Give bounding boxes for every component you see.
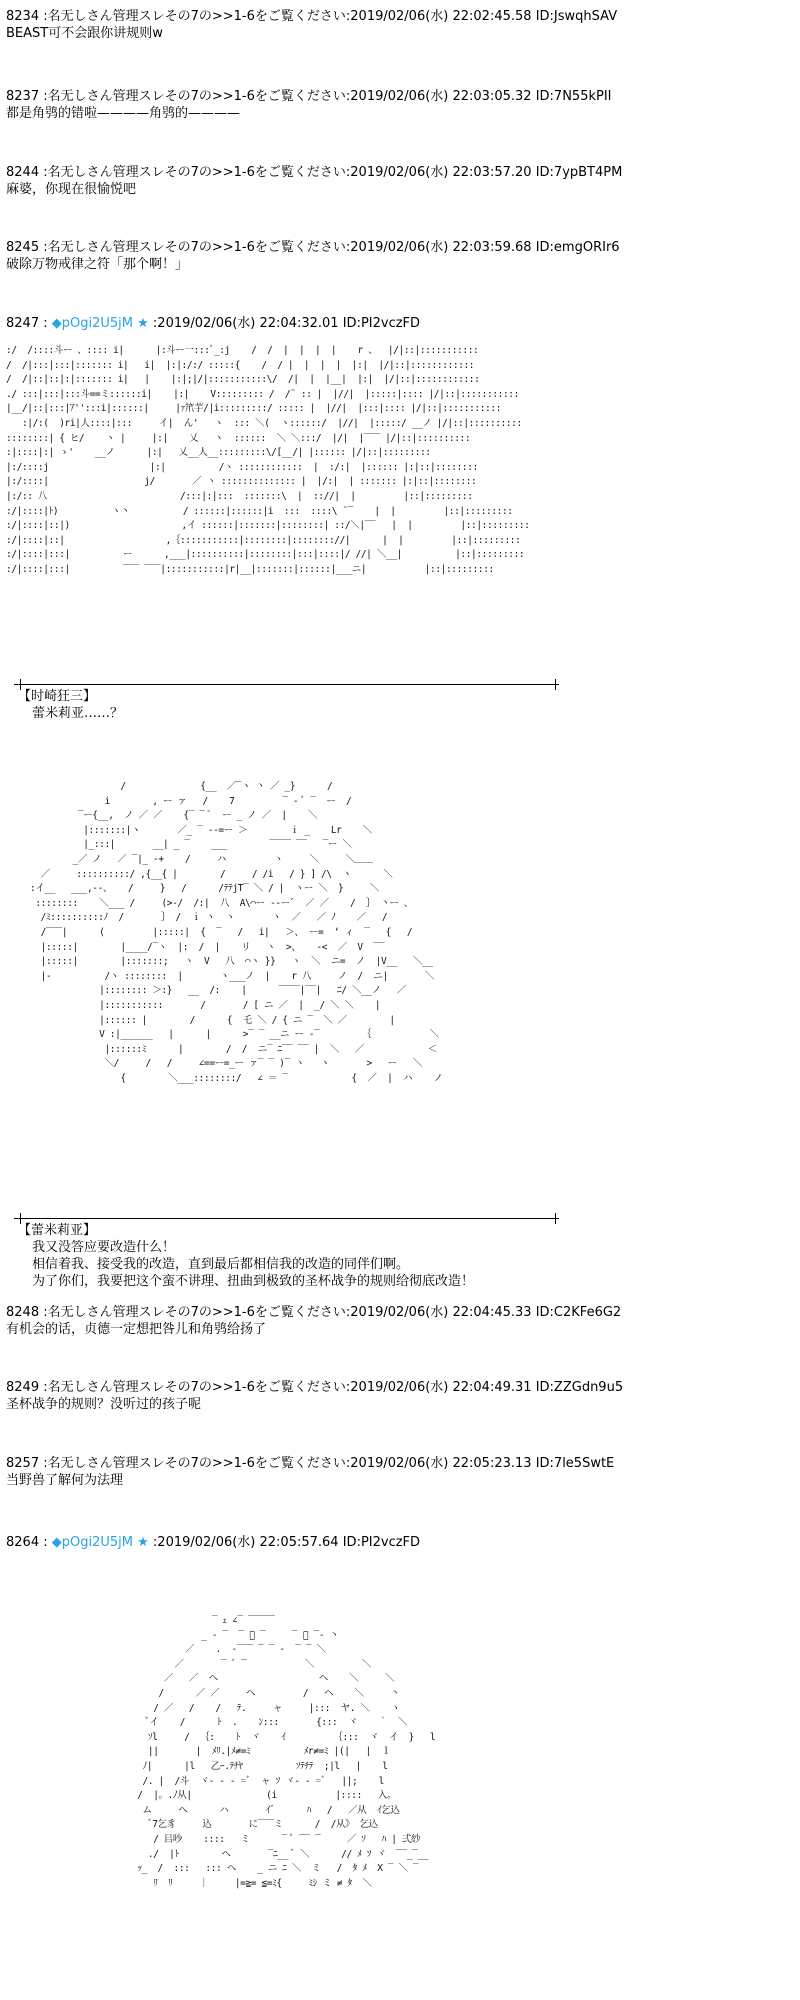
post-number[interactable]: 8248: [6, 1305, 40, 1320]
poster-id[interactable]: ID:PI2vczFD: [342, 1535, 421, 1550]
ascii-art-kurumi-face: ‾ ｪ ∠‾ ‾‾‾‾‾ _ - ‾ ‾ ﾞ ‾ ‾ ﾞ ‾- 丶 ／ . -‾‾‾ ‾ ‾ - ‾ ‾ ＼ ／ ‾ ﾞ ‾ ＼ ＼ ／ ／ ヘ ヘ ＼ ＼ / ／ ／ ヘ / ヘ ＼ 丶 / ／ / / ﾃ. ャ |::: ヤ. ＼ ヽ ﾞイ / ﾄ . ﾝ::: {::: ヾ ｀ ＼ ｿl / ｛: ﾄ ヾ ｲ ｛::: ヾ イ } l || | ﾒﾘ.|ﾒ≠=ﾐ ﾒr≠=ﾐ |(| | ｌ ﾉ| |l 乙ｰ.ﾃﾁﾔ ｿﾃﾁﾃ ;|l | l /. | /斗 ヾ‐ ‐ ‐ =ﾞ ャ ｿ ヾ‐ ‐ =ﾞ ||; l / |。.ﾉ从| (i |:::: 入。 ム へ ハ ｲﾞ ﾊ / ／从 ｲ乞込 ﾞ7乞豸 込 に‾‾‾ミ / /从》 乞込 / 㠯吵 :::: ミ ‾ ﾞ ‾‾ ‾ ／ ｿ ﾊ | 弍紗 ./ |ﾄ ヘ ‾ﾆ__ ﾞ ＼ // ﾒ ｿ ヾ ‾‾_‾__ ｯ_ / ::: ::: ヘ _ ニ ﾆ ＼ ミ / ﾀ ﾒ X ‾ ＼ ‾ ﾘ ﾘ ｜ |=≧= ≦=ﾐ{ ﾐｼ ミ ≠ ﾀ ＼: [137, 1615, 436, 1889]
post-header: [6, 88, 786, 105]
post-header: [6, 239, 786, 256]
poster-name: 名无しさん管理スレその7の>>1-6をご覧ください: [47, 9, 346, 24]
post-number[interactable]: 8249: [6, 1380, 40, 1395]
post-8237: [6, 88, 786, 122]
post-body: 破除万物戒律之符「那个啊！」: [6, 257, 189, 272]
scene1-caption: [18, 688, 123, 722]
post-8249: [6, 1379, 786, 1413]
post-date: :2019/02/06(水) 22:03:05.32: [345, 89, 532, 104]
post-number[interactable]: 8264: [6, 1535, 40, 1550]
poster-name: 名无しさん管理スレその7の>>1-6をご覧ください: [47, 1305, 346, 1320]
post-date: :2019/02/06(水) 22:05:57.64: [152, 1535, 339, 1550]
post-date: :2019/02/06(水) 22:04:49.31: [345, 1380, 532, 1395]
poster-name: 名无しさん管理スレその7の>>1-6をご覧ください: [47, 240, 346, 255]
post-header: [6, 164, 786, 181]
ascii-art-remilia: / {__ ／‾ヽ 丶 ／ _} / i , ー ァ / 7 ‾ - ﾞ ‾ ー / ‾ー{__, ノ ／ ／ {‾ ‾ ﾟ ー _ ノ ／ | ＼ |:::::::|ヽ ／_ ‾ --=ー ＞ ｉ _ Lr ＼ |_:::| __| _ ‾ ___ ‾‾‾‾ ‾‾ ‾ー ＼ _／ ノ ／ ‾|_ -+ / ハ ヽ ＼ ＼＿＿ ／ ::::::::::/ ,{__{ | / / /i / } ] /\ ヽ ＼ :イ__ ___,--、 / } / /ﾃﾃjT‾ ＼ / | ヽー ＼ } ＼ :::::::: ＼___ / (>‐/ /:| 八 A\⌒ー ‐-ーﾞ ／ ／ / ｝ 丶ー 、 /ﾐ::::::::::ﾉ / ｝ / ｉ ヽ ヽ ヽ ／ ／ ﾉ ／ / /‾‾‾| ( |:::::| { ‾ / i| ＞、 ー= ‘ ィ ‾ { / |:::::| |____/‾ヽ |: / | リ ヽ >、 ‐< ／ V ‾‾ |:::::| |:::::::; ヽ V 八 ⌒ヽ }} ヽ ＼ ニ= ノ |V__ ＼__ |‐ /ヽ :::::::: | ヽ___ノ | r 八 ノ / ニ| ＼ |:::::::: ＞:} __ /: | ‾‾‾‾|‾‾| ﾆ/ ＼__ノ ／ |::::::::::: / / [ ニ ／ | _/ ＼ ＼ | |:::::: | / { 乇 ＼ / { ニ ‾ ＼ ／ | V :|______ | | >‾ ‾ __ニ ー ‐‾ ｛ ＼ |::::::ﾐ | / / ニ‾ ﾆ‾‾ ‾‾ | ＼ ／ ＜ ＼/ / / ∠==ー=_ー ァ‾ ‾ )‾ ヽ ヽ > ー ＼ { ＼___::::::::/ ∠ ＝ ‾ { ／ | ハ ノ: [30, 781, 443, 1084]
post-number[interactable]: 8257: [6, 1456, 40, 1471]
poster-id[interactable]: ID:PI2vczFD: [342, 316, 421, 331]
post-header: [6, 1304, 786, 1321]
poster-id[interactable]: ID:JswqhSAV: [535, 9, 618, 24]
dialogue-line: 相信着我、接受我的改造，直到最后都相信我的改造的同伴们啊。: [32, 1257, 410, 1272]
post-number[interactable]: 8245: [6, 240, 40, 255]
post-8257: [6, 1455, 786, 1489]
post-date: :2019/02/06(水) 22:04:45.33: [345, 1305, 532, 1320]
op-post-8264: [6, 1534, 786, 1551]
star-icon: ★: [137, 1535, 149, 1550]
post-8248: [6, 1304, 786, 1338]
post-sep: :: [39, 1380, 48, 1395]
poster-name: 名无しさん管理スレその7の>>1-6をご覧ください: [47, 1380, 346, 1395]
dialogue-line: 蕾米莉亚……？: [32, 706, 124, 721]
poster-id[interactable]: ID:7N55kPII: [535, 89, 612, 104]
post-date: :2019/02/06(水) 22:04:32.01: [152, 316, 339, 331]
post-body: BEAST可不会跟你讲规则w: [6, 26, 163, 41]
post-number[interactable]: 8247: [6, 316, 40, 331]
post-8245: [6, 239, 786, 273]
op-trip-name[interactable]: ◆pOgi2U5jM: [51, 316, 133, 331]
poster-id[interactable]: ID:emgORIr6: [535, 240, 620, 255]
speaker-label: 【蕾米莉亚】: [18, 1223, 97, 1238]
post-body: 都是角鸮的错啦————角鸮的————: [6, 106, 241, 121]
post-sep: :: [39, 316, 48, 331]
post-body: 麻婆，你现在很愉悦吧: [6, 182, 137, 197]
post-8244: [6, 164, 786, 198]
ascii-art-kurumi: :/ /::::斗ー 、:::: i| |:斗ー一:::ﾞ_:j / / | | | | r 、 |/|::|::::::::::: / /|:::|:::|::::::: i| i| |:|:/:/ :::::{ / / | | | | |:| |/|::|:::::::::::: / /|::|::|:|::::::: i| | |:|;|/|:::::::::::\/ /| | |__| |:| |/|::|:::::::::::: ./ :::|:::|:::斗==ミ::::::i| |:| V::::::::: / /¨ :: | |//| |:::::|:::: |/|::|::::::::::: |__/|::|:::|ｱ'':::i|::::::| |ｧ笊芋/|i:::::::::/ ::::: | |//| |:::|:::: |/|::|::::::::::: :|/:( )ri|人::::|::: イ| ん' ヽ ::: ＼( ヽ::::::/ |//| |:::::/ __ノ |/|::|:::::::::: ::::::::| { ヒ/ ヽ | |:| 乂 ヽ :::::: ＼ ＼:::/ |/| |‾‾‾ |/|::|:::::::::: :|::::|:| ゝ' __ノ |:| 乂__人__:::::::::\/[__/| |:::::: |/|::|::::::::: |:/::::j |:| /ヽ :::::::::::: | :/:| |:::::: |:|::|:::::::: |:/::::| j/ ／ ヽ :::::::::::::: | |/:| | ::::::: |:|::|:::::::: |:/:: 八 /:::|:|::: :::::::\ | :://| | |::|::::::::: :/|::::|ﾄ) ヽ丶 / ::::::|::::::|i ::: ::::\ ¨‾ | | |::|::::::::: :/|::::|::|) ,イ ::::::|:::::::|::::::::| ::/＼|‾‾ | | |::|::::::::: :/|::::|::| ,｛:::::::::::|::::::::|:::::::://| | | |::|::::::::: :/|::::|:::| ー ,___|::::::::::|::::::::|:::|::::|/ //| ＼__| |::|::::::::: :/|::::|:::| ‾‾‾ ‾‾‾|:::::::::::|r|__|:::::::|::::::|___ニ| |::|:::::::::: [6, 345, 530, 575]
post-sep: :: [39, 240, 48, 255]
post-sep: :: [39, 89, 48, 104]
post-header: [6, 1379, 786, 1396]
op-post-8247: [6, 315, 786, 332]
post-header: [6, 1455, 786, 1472]
post-header: [6, 315, 786, 332]
dialogue-line: 为了你们，我要把这个蛮不讲理、扭曲到极致的圣杯战争的规则给彻底改造！: [32, 1274, 475, 1289]
post-sep: :: [39, 1305, 48, 1320]
post-sep: :: [39, 1535, 48, 1550]
post-date: :2019/02/06(水) 22:03:59.68: [345, 240, 532, 255]
post-date: :2019/02/06(水) 22:05:23.13: [345, 1456, 532, 1471]
scene2-caption: [18, 1222, 474, 1290]
post-date: :2019/02/06(水) 22:03:57.20: [345, 165, 532, 180]
speaker-label: 【时崎狂三】: [18, 689, 97, 704]
post-sep: :: [39, 9, 48, 24]
post-header: [6, 1534, 786, 1551]
post-body: 圣杯战争的规则？没听过的孩子呢: [6, 1397, 202, 1412]
divider-line: [14, 1218, 559, 1219]
post-body: 有机会的话，贞德一定想把咎儿和角鸮给扬了: [6, 1322, 267, 1337]
post-sep: :: [39, 1456, 48, 1471]
star-icon: ★: [137, 316, 149, 331]
divider-tick-right: [555, 1213, 556, 1224]
divider-line: [14, 684, 559, 685]
divider-tick-right: [555, 679, 556, 690]
poster-name: 名无しさん管理スレその7の>>1-6をご覧ください: [47, 165, 346, 180]
post-number[interactable]: 8234: [6, 9, 40, 24]
poster-name: 名无しさん管理スレその7の>>1-6をご覧ください: [47, 1456, 346, 1471]
post-date: :2019/02/06(水) 22:02:45.58: [345, 9, 532, 24]
post-number[interactable]: 8244: [6, 165, 40, 180]
poster-id[interactable]: ID:7le5SwtE: [535, 1456, 615, 1471]
poster-id[interactable]: ID:ZZGdn9u5: [535, 1380, 624, 1395]
post-header: [6, 8, 786, 25]
dialogue-line: 我又没答应要改造什么！: [32, 1240, 176, 1255]
post-8234: [6, 8, 786, 42]
post-body: 当野兽了解何为法理: [6, 1473, 124, 1488]
poster-id[interactable]: ID:7ypBT4PM: [535, 165, 623, 180]
poster-name: 名无しさん管理スレその7の>>1-6をご覧ください: [47, 89, 346, 104]
poster-id[interactable]: ID:C2KFe6G2: [535, 1305, 622, 1320]
post-number[interactable]: 8237: [6, 89, 40, 104]
op-trip-name[interactable]: ◆pOgi2U5jM: [51, 1535, 133, 1550]
post-sep: :: [39, 165, 48, 180]
